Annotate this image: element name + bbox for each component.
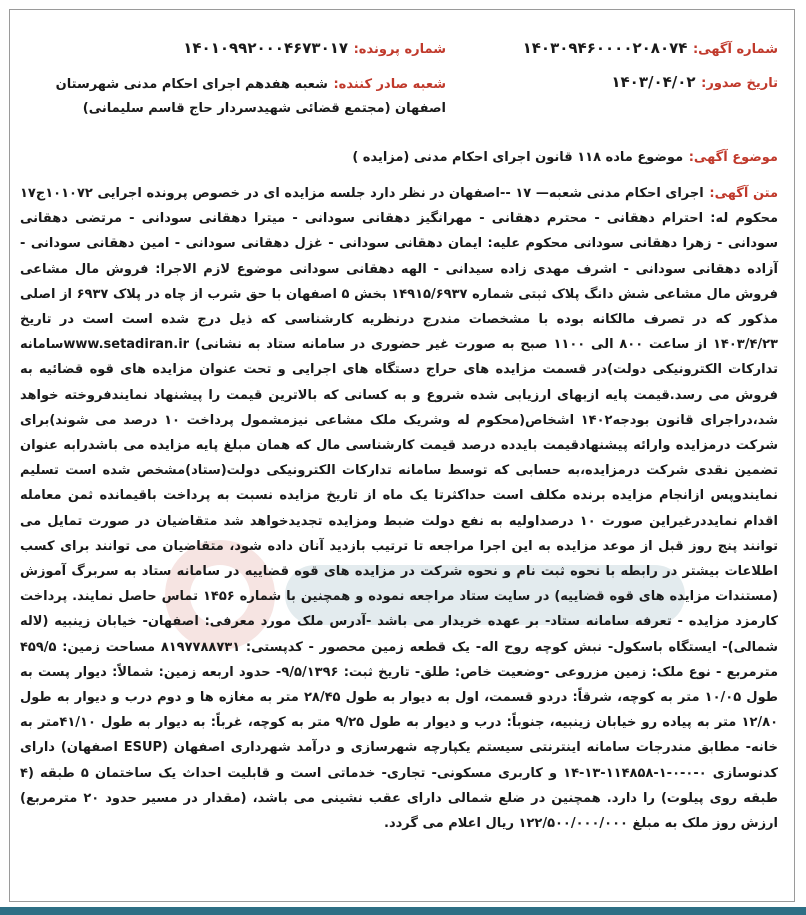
ad-body-label: متن آگهی: [709, 186, 778, 201]
case-number-label: شماره پرونده: [353, 42, 446, 57]
subject-row [38, 146, 778, 165]
ad-body-text: اجرای احکام مدنی شعبه— ۱۷ --اصفهان در نظر دارد جلسه مزایده ای در خصوص پرونده اجرایی ۱۰۱۰۷۲ج۱۷ محکوم له: احترام دهقانی - محترم دهقانی - مهرانگیز دهقانی سودانی - میترا دهقانی سودانی - مرتضی دهقانی سودانی - زهرا دهقانی سودانی محکوم علیه: ایمان دهقانی سودانی - غزل دهقانی سودانی - امین دهقانی سودانی - آزاده دهقانی سودانی - اشرف مهدی زاده سیدانی - الهه دهقانی سودانی موضوع لازم الاجرا: فروش مال مشاعی فروش مال مشاعی شش دانگ پلاک ثبتی شماره ۱۴۹۱۵/۶۹۳۷ بخش ۵ اصفهان با حق شرب از چاه در پلاک ۶۹۳۷ از اصلی مذکور که در تصرف مالکانه بوده با مشخصات مندرج درنظریه کارشناسی که ذیل درج شده است است در تاریخ ۱۴۰۳/۴/۲۳ از ساعت ۸۰۰ الی ۱۱۰۰ صبح به صورت غیر حضوری در سامانه ستاد به نشانی) www.setadiran.irسامانه تدارکات الکترونیکی دولت)در قسمت مزایده های حراج دستگاه های اجرایی و تحت عنوان مزایده های قوه قضائیه به فروش می رسد.قیمت پایه ازبهای ارزیابی شده شروع و به کسانی که بالاترین قیمت را پیشنهاد نمایندفروخته خواهد شد،دراجرای قانون بودجه۱۴۰۲ اشخاص(محکوم له وشریک ملک مشاعی نیزمشمول پرداخت ۱۰ درصد می شوند)برای شرکت درمزایده وارائه پیشنهادقیمت بایدده درصد قیمت کارشناسی مال که همان مبلغ پایه مزایده می باشدرابه عنوان تضمین نقدی شرکت درمزایده،به حسابی که توسط سامانه تدارکات الکترونیکی دولت(ستاد)مشخص شده است تسلیم نمایندوپس ازانجام مزایده برنده مکلف است حداکثرتا یک ماه از تاریخ مزایده نسبت به پرداخت باقیمانده ثمن معامله اقدام نمایددرغیراین صورت ۱۰ درصداولیه به نفع دولت ضبط ومزایده تجدیدخواهد شد متقاضیان در صورت تمایل می توانند پنج روز قبل از موعد مزایده به این اجرا مراجعه تا ترتیب بازدید آنان داده شود، متقاضیان می توانند برای کسب اطلاعات بیشتر در رابطه با نحوه ثبت نام و نحوه شرکت در مزایده های قوه قضاییه در سامانه ستاد به سربرگ آموزش (مستندات مزایده های قوه قضاییه) در سایت ستاد مراجعه نموده و همچنین با شماره ۱۴۵۶ تماس حاصل نمایند. پرداخت کارمزد مزایده - تعرفه سامانه ستاد- بر عهده خریدار می باشد -آدرس ملک مورد معرفی: اصفهان- خیابان زینبیه (لاله شمالی)- ایستگاه باسکول- نبش کوچه روح اله- یک قطعه زمین محصور - کدپستی: ۸۱۹۷۷۸۸۷۳۱ مساحت زمین: ۴۵۹/۵ مترمربع - نوع ملک: زمین مزروعی -وضعیت خاص: طلق- تاریخ ثبت: ۹/۵/۱۳۹۶- حدود اربعه زمین: شمالاً: دیوار پست به طول ۱۰/۰۵ متر به کوچه، شرقاً: دردو قسمت، اول به دیوار به طول ۲۸/۴۵ متر به مغازه ها و دوم درب و دیوار به طول ۱۲/۸۰ متر به پیاده رو خیابان زینبیه، جنوباً: درب و دیوار به طول ۹/۲۵ متر به کوچه، غرباً: به دیوار به طول ۴۱/۱۰متر به خانه- مطابق مندرجات سامانه اینترنتی سیستم یکپارچه شهرسازی و درآمد شهرداری اصفهان (ESUP اصفهان) دارای کدنوسازی ۰-۰-۰-۱-۱۱۴۸۵۸-۱۳-۱۴ و کاربری مسکونی- تجاری- خدماتی است و قابلیت احداث یک ساختمان ۵ طبقه (۴ طبقه روی پیلوت) را دارد. همچنین در ضلع شمالی دارای عقب نشینی می باشد، (مقدار در مسیر حدود ۲۰ مترمربع) ارزش روز ملک به مبلغ ۱۲۲/۵۰۰/۰۰۰/۰۰۰ ریال اعلام می گردد. [20, 186, 779, 832]
subject-label: موضوع آگهی: [688, 150, 778, 165]
issuing-branch-row [20, 72, 446, 120]
ad-number-label: شماره آگهی: [692, 42, 778, 57]
issue-date-row [448, 72, 778, 91]
ad-body [20, 180, 778, 835]
case-number-row [146, 38, 446, 57]
issuing-branch-label: شعبه صادر کننده: [333, 77, 446, 92]
issue-date-value: ۱۴۰۳/۰۴/۰۲ [611, 73, 696, 91]
issuing-branch-value: شعبه هفدهم اجرای احکام مدنی شهرستان اصفهان (مجتمع قضائی شهیدسردار حاج قاسم سلیمانی) [55, 77, 446, 116]
ad-number-row [438, 38, 778, 57]
bottom-bar [0, 907, 806, 915]
ad-number-value: ۱۴۰۳۰۹۴۶۰۰۰۰۲۰۸۰۷۴ [522, 39, 688, 57]
issue-date-label: تاریخ صدور: [701, 76, 778, 91]
subject-value: موضوع ماده ۱۱۸ قانون اجرای احکام مدنی (مزایده ) [352, 150, 684, 165]
case-number-value: ۱۴۰۱۰۹۹۲۰۰۰۴۶۷۳۰۱۷ [183, 39, 349, 57]
